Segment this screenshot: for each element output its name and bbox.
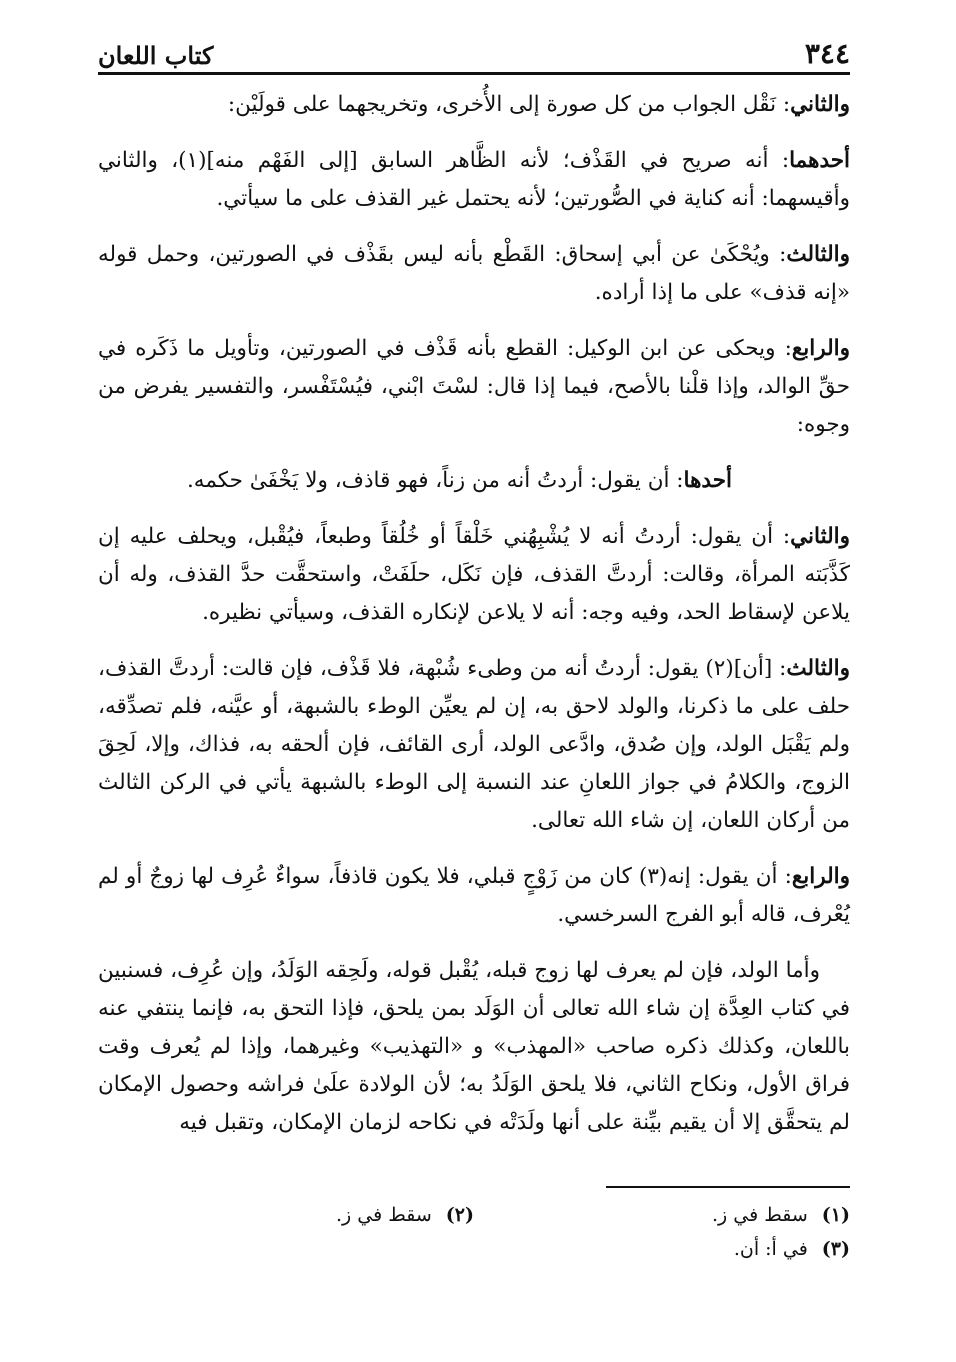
footnote-1 xyxy=(474,1198,850,1232)
main-text xyxy=(98,86,850,1160)
footnote-number: (١) xyxy=(821,1204,850,1226)
paragraph-lead: والثاني xyxy=(790,524,850,549)
paragraph-text: : أن يقول: أردتُ أنه لا يُشْبِهُني خَلْقاً أو خُلُقاً وطبعاً، فيُقْبل، ويحلف عليه إن كَذَّبَته المرأة، وقالت: أردتَّ القذف، فإن نَكَل، حلَفَتْ، واستحقَّت حدَّ القذف، وله أن يلاعن لإسقاط الحد، وفيه وجه: أنه لا يلاعن لإنكاره القذف، وسيأتي نظيره. xyxy=(98,524,850,625)
paragraph-text: وأما الولد، فإن لم يعرف لها زوج قبله، يُقْبل قوله، ولَحِقه الوَلَدُ، وإن عُرِف، فسنبين في كتاب العِدَّة إن شاء الله تعالى أن الوَلَد بمن يلحق، فإذا التحق به، فإنما ينتفي عنه باللعان، وكذلك ذكره صاحب «المهذب» و «التهذيب» وغيرهما، وإذا لم يُعرف وقت فراق الأول، ونكاح الثاني، فلا يلحق الوَلَدُ به؛ لأن الولادة علَىٰ فراشه وحصول الإمكان لم يتحقَّق إلا أن يقيم بيِّنة على أنها ولَدَتْه في نكاحه لزمان الإمكان، وتقبل فيه xyxy=(98,958,850,1135)
footnote-text: في أ: أن. xyxy=(733,1238,808,1260)
footnotes xyxy=(98,1198,850,1266)
footnote-number: (٣) xyxy=(821,1238,850,1260)
paragraph-text: : ويُحْكَىٰ عن أبي إسحاق: القَطْع بأنه ليس بقَذْف في الصورتين، وحمل قوله «إنه قذف» على ما إذا أراده. xyxy=(98,242,850,305)
paragraph-1 xyxy=(98,86,850,124)
footnote-3 xyxy=(470,1232,850,1266)
paragraph-7 xyxy=(98,650,850,840)
paragraph-6 xyxy=(98,518,850,632)
paragraph-lead: والثالث xyxy=(786,656,850,681)
paragraph-text: : [أن](٢) يقول: أردتُ أنه من وطىء شُبْهة، فلا قَذْف، فإن قالت: أردتَّ القذف، حلف على ما ذكرنا، والولد لاحق به، إن لم يعيِّن الوطء بالشبهة، أو عيَّنه، فلم تصدِّقه، ولم يَقْبَل الولد، وإن صُدق، وادَّعى الولد، أرى القائف، فإن ألحقه به، فذاك، وإلا، لَحِقَ الزوج، والكلامُ في جواز اللعانِ عند النسبة إلى الوطء بالشبهة يأتي في الركن الثالث من أركان اللعان، إن شاء الله تعالى. xyxy=(98,656,850,833)
paragraph-3 xyxy=(98,236,850,312)
paragraph-8 xyxy=(98,858,850,934)
footnote-text: سقط في ز. xyxy=(336,1204,432,1226)
paragraph-2 xyxy=(98,142,850,218)
page-header xyxy=(98,26,850,70)
paragraph-9 xyxy=(98,952,850,1142)
paragraph-lead: والثالث xyxy=(786,242,850,267)
footnote-rule xyxy=(606,1186,850,1188)
paragraph-lead: أحدهما xyxy=(789,148,850,173)
footnote-row xyxy=(98,1232,850,1266)
footnote-number: (٢) xyxy=(445,1204,474,1226)
paragraph-5 xyxy=(98,462,850,500)
page-number: ٣٤٤ xyxy=(804,37,850,70)
footnote-text: سقط في ز. xyxy=(712,1204,808,1226)
paragraph-text: : نَقْل الجواب من كل صورة إلى الأُخرى، وتخريجهما على قولَيْن: xyxy=(227,92,791,117)
paragraph-text: : أنه صريح في القَذْف؛ لأنه الظَّاهر السابق [إلى الفَهْم منه](١)، والثاني وأقيسهما: أنه كناية في الصُّورتين؛ لأنه يحتمل غير القذف على ما سيأتي. xyxy=(98,148,850,211)
paragraph-text: : ويحكى عن ابن الوكيل: القطع بأنه قَذْف في الصورتين، وتأويل ما ذَكَره في حقِّ الوالد، وإذا قلْنا بالأصح، فيما إذا قال: لسْتَ ابْني، فيُسْتَفْسر، والتفسير يفرض من وجوه: xyxy=(98,336,850,437)
paragraph-text: : أن يقول: إنه(٣) كان من زَوْجٍ قبلي، فلا يكون قاذفاً، سواءٌ عُرِف لها زوجٌ أو لم يُعْرف، قاله أبو الفرج السرخسي. xyxy=(98,864,850,927)
paragraph-lead: والرابع xyxy=(791,864,850,889)
header-rule xyxy=(98,72,850,75)
footnote-row xyxy=(98,1198,850,1232)
paragraph-lead: والرابع xyxy=(791,336,850,361)
paragraph-4 xyxy=(98,330,850,444)
paragraph-lead: أحدها xyxy=(683,468,732,493)
book-title: كتاب اللعان xyxy=(98,41,214,70)
footnote-2 xyxy=(98,1198,474,1232)
paragraph-lead: والثاني xyxy=(790,92,850,117)
paragraph-text: : أن يقول: أردتُ أنه من زناً، فهو قاذف، ولا يَخْفَىٰ حكمه. xyxy=(186,468,684,493)
